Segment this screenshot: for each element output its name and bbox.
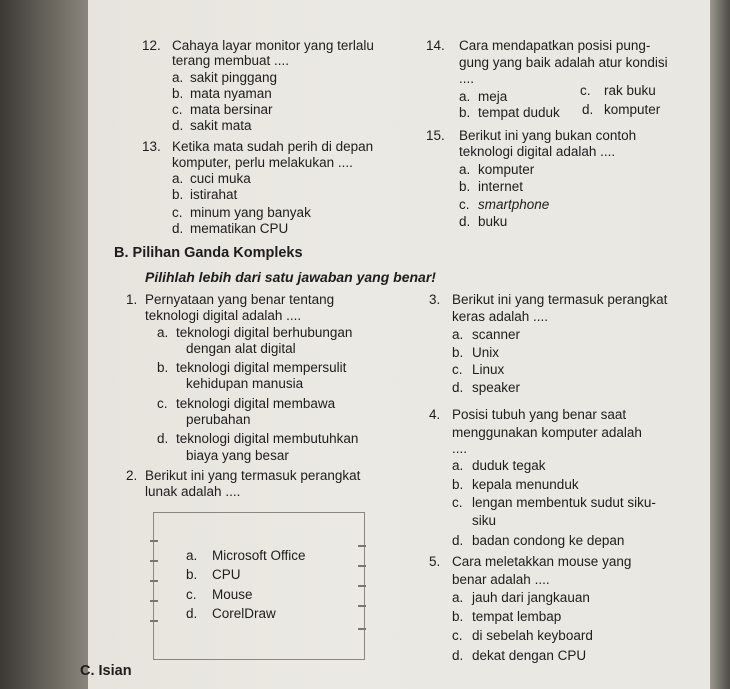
option-text: badan condong ke depan <box>472 533 625 548</box>
question-text: Cara meletakkan mouse yang <box>452 554 632 569</box>
option-letter: b. <box>459 179 471 194</box>
option-text: smartphone <box>478 197 550 212</box>
answer-options-box <box>153 512 365 660</box>
option-marker <box>358 605 366 607</box>
option-letter: c. <box>459 197 470 212</box>
option-marker <box>358 545 366 547</box>
question-text: Cahaya layar monitor yang terlalu <box>172 38 374 53</box>
option-text: lengan membentuk sudut siku- <box>472 495 656 510</box>
question-text: terang membuat .... <box>172 53 290 68</box>
question-number: 2. <box>126 468 138 483</box>
option-text: mematikan CPU <box>190 221 289 236</box>
option-text: dengan alat digital <box>186 341 296 356</box>
option-text: jauh dari jangkauan <box>472 590 590 605</box>
option-text: di sebelah keyboard <box>472 628 593 643</box>
option-text: CorelDraw <box>212 606 276 621</box>
option-marker <box>150 560 158 562</box>
option-letter: d. <box>186 606 198 621</box>
option-text: sakit mata <box>190 118 252 133</box>
option-letter: b. <box>459 105 471 120</box>
option-text: biaya yang besar <box>186 448 289 463</box>
question-number: 15. <box>426 128 445 143</box>
question-text: komputer, perlu melakukan .... <box>172 155 353 170</box>
question-text: Posisi tubuh yang benar saat <box>452 407 627 422</box>
option-letter: b. <box>452 477 464 492</box>
option-letter: c. <box>580 83 591 98</box>
option-marker <box>150 620 158 622</box>
option-letter: b. <box>452 345 464 360</box>
page-shadow-right <box>710 0 730 689</box>
option-letter: a. <box>459 162 471 177</box>
option-text: tempat duduk <box>478 105 560 120</box>
question-text: keras adalah .... <box>452 309 549 324</box>
question-text: teknologi digital adalah .... <box>459 144 616 159</box>
option-marker <box>358 585 366 587</box>
option-letter: a. <box>157 325 169 340</box>
question-number: 5. <box>429 554 441 569</box>
question-text: lunak adalah .... <box>145 484 241 499</box>
option-letter: d. <box>452 648 464 663</box>
option-letter: d. <box>459 214 471 229</box>
option-letter: a. <box>172 70 184 85</box>
option-letter: a. <box>459 89 471 104</box>
option-text: mata bersinar <box>190 102 273 117</box>
option-text: kepala menunduk <box>472 477 579 492</box>
question-text: Berikut ini yang bukan contoh <box>459 128 637 143</box>
option-marker <box>358 565 366 567</box>
option-letter: a. <box>452 327 464 342</box>
option-text: teknologi digital membutuhkan <box>176 431 359 446</box>
question-number: 13. <box>142 139 161 154</box>
option-letter: b. <box>452 609 464 624</box>
option-letter: c. <box>172 102 183 117</box>
question-text: menggunakan komputer adalah <box>452 425 642 440</box>
option-letter: c. <box>157 396 168 411</box>
option-text: teknologi digital mempersulit <box>176 360 347 375</box>
option-letter: c. <box>186 587 197 602</box>
option-text: minum yang banyak <box>190 205 311 220</box>
option-text: siku <box>472 513 497 528</box>
option-text: Microsoft Office <box>212 548 306 563</box>
question-text: Berikut ini yang termasuk perangkat <box>452 292 668 307</box>
option-letter: a. <box>172 171 184 186</box>
option-text: Mouse <box>212 587 253 602</box>
question-text: Cara mendapatkan posisi pung- <box>459 38 651 53</box>
option-text: buku <box>478 214 508 229</box>
section-heading: C. Isian <box>80 663 132 679</box>
option-text: mata nyaman <box>190 86 272 101</box>
question-number: 14. <box>426 38 445 53</box>
option-letter: d. <box>172 221 184 236</box>
option-text: meja <box>478 89 508 104</box>
option-marker <box>150 600 158 602</box>
option-letter: a. <box>452 590 464 605</box>
option-text: dekat dengan CPU <box>472 648 587 663</box>
question-text: gung yang baik adalah atur kondisi <box>459 55 668 70</box>
option-marker <box>150 580 158 582</box>
option-text: Unix <box>472 345 500 360</box>
option-letter: d. <box>157 431 169 446</box>
option-text: komputer <box>604 102 661 117</box>
option-letter: c. <box>452 362 463 377</box>
option-text: internet <box>478 179 524 194</box>
question-text: Berikut ini yang termasuk perangkat <box>145 468 361 483</box>
option-letter: a. <box>186 548 198 563</box>
option-letter: c. <box>452 495 463 510</box>
option-letter: d. <box>452 380 464 395</box>
question-text: .... <box>452 441 468 456</box>
option-text: speaker <box>472 380 521 395</box>
option-text: CPU <box>212 567 241 582</box>
option-text: komputer <box>478 162 535 177</box>
question-number: 4. <box>429 407 441 422</box>
option-text: rak buku <box>604 83 656 98</box>
section-instruction: Pilihlah lebih dari satu jawaban yang benar! <box>145 269 436 285</box>
option-text: perubahan <box>186 412 251 427</box>
option-letter: a. <box>452 458 464 473</box>
question-text: Pernyataan yang benar tentang <box>145 292 335 307</box>
option-text: teknologi digital berhubungan <box>176 325 353 340</box>
option-letter: b. <box>172 86 184 101</box>
question-text: teknologi digital adalah .... <box>145 308 302 323</box>
option-marker <box>150 540 158 542</box>
option-letter: c. <box>172 205 183 220</box>
option-text: teknologi digital membawa <box>176 396 336 411</box>
question-number: 12. <box>142 38 161 53</box>
option-text: duduk tegak <box>472 458 546 473</box>
question-text: Ketika mata sudah perih di depan <box>172 139 374 154</box>
question-text: .... <box>459 71 475 86</box>
section-heading: B. Pilihan Ganda Kompleks <box>114 245 303 261</box>
option-letter: b. <box>186 567 198 582</box>
question-number: 3. <box>429 292 441 307</box>
option-text: istirahat <box>190 187 238 202</box>
page-shadow-left <box>0 0 88 689</box>
option-letter: d. <box>582 102 594 117</box>
option-letter: b. <box>157 360 169 375</box>
question-text: benar adalah .... <box>452 572 550 587</box>
option-text: scanner <box>472 327 521 342</box>
option-text: kehidupan manusia <box>186 376 304 391</box>
question-number: 1. <box>126 292 138 307</box>
option-letter: d. <box>452 533 464 548</box>
option-letter: b. <box>172 187 184 202</box>
option-letter: d. <box>172 118 184 133</box>
option-text: sakit pinggang <box>190 70 278 85</box>
option-text: tempat lembap <box>472 609 562 624</box>
option-text: cuci muka <box>190 171 251 186</box>
option-letter: c. <box>452 628 463 643</box>
option-text: Linux <box>472 362 505 377</box>
option-marker <box>358 628 366 630</box>
